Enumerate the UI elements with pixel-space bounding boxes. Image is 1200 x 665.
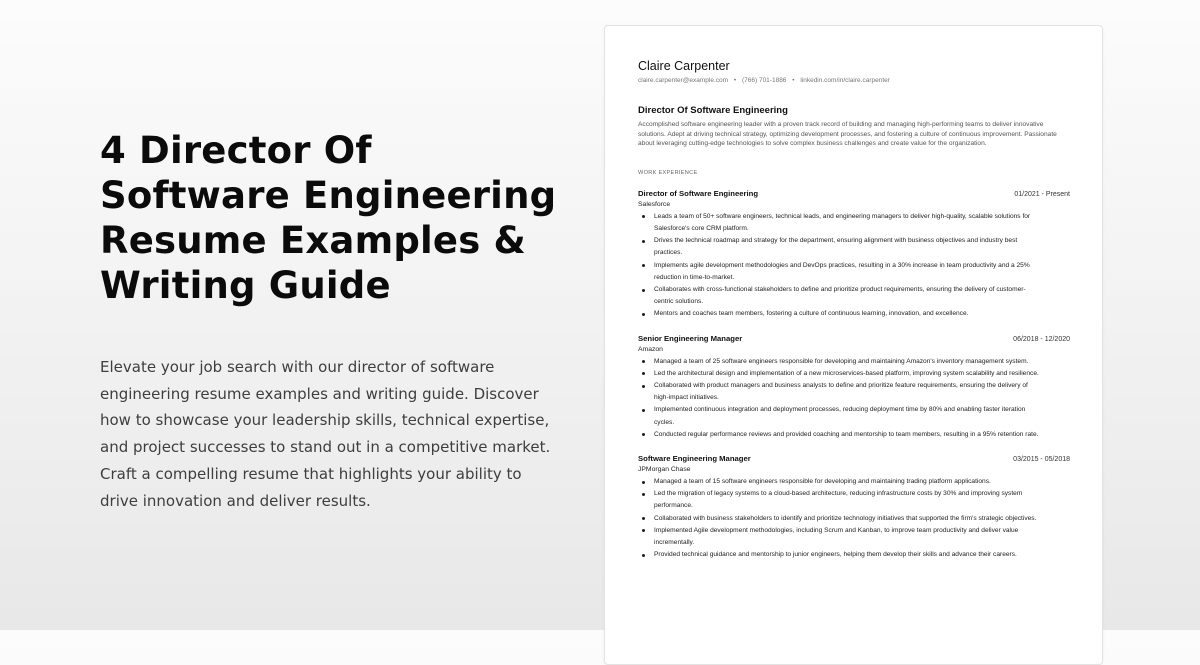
job-bullet-list [638,211,1070,321]
job-bullet [638,513,1044,525]
job-bullet-list [638,356,1070,441]
job-bullet-text: Provided technical guidance and mentorship to junior engineers, helping them develop their skills and advance their careers. [654,551,1017,559]
bullet-dot-icon [642,372,645,375]
bullet-dot-icon [642,360,645,363]
bullet-dot-icon [642,313,645,316]
job-bullet [638,404,1044,428]
job-entry [638,334,1070,441]
bullet-dot-icon [642,264,645,267]
job-entry [638,454,1070,561]
job-bullet-text: Mentors and coaches team members, fostering a culture of continuous learning, innovation, and excellence. [654,310,969,318]
bullet-dot-icon [642,240,645,243]
job-bullet [638,356,1044,368]
job-bullet-text: Implemented Agile development methodologies, including Scrum and Kanban, to improve team productivity and deliver value incrementally. [654,526,1019,547]
job-bullet-text: Implemented continuous integration and deployment processes, reducing deployment time by 80% and enabling faster iteration cycles. [654,406,1026,426]
page-title: 4 Director Of Software Engineering Resume Examples & Writing Guide [100,129,557,307]
job-company: Amazon [638,345,663,353]
bullet-dot-icon [642,529,645,532]
resume-contact [638,76,1070,85]
bullet-dot-icon [642,385,645,388]
job-bullet [638,429,1044,441]
job-bullet-text: Managed a team of 25 software engineers responsible for developing and maintaining Amazon's inventory management system. [654,357,1029,365]
job-entry [638,189,1070,321]
bullet-dot-icon [642,289,645,292]
job-bullet [638,260,1044,284]
job-dates: 06/2018 - 12/2020 [1013,335,1070,343]
contact-separator: • [792,77,795,84]
resume-preview [604,25,1103,665]
job-company: JPMorgan Chase [638,466,691,474]
job-bullet-text: Implements agile development methodologies and DevOps practices, resulting in a 30% increase in team productivity and a 25% reduction in time-to-market. [654,261,1030,281]
job-bullet [638,380,1044,404]
bullet-dot-icon [642,409,645,412]
resume-phone: (766) 701-1886 [741,77,787,84]
job-title: Software Engineering Manager [638,454,751,464]
job-title: Director of Software Engineering [638,188,759,198]
job-bullet-text: Drives the technical roadmap and strategy for the department, ensuring alignment with business objectives and industry best practices. [654,237,1018,257]
bullet-dot-icon [642,517,645,520]
job-bullet-text: Collaborates with cross-functional stakeholders to define and prioritize product requirements, ensuring the delivery of customer-centric solutions. [654,286,1026,306]
resume-summary: Accomplished software engineering leader with a proven track record of building and managing high-performing teams to deliver innovative solutions. Adept at driving technical strategy, optimizing development processes, and fostering a culture of continuous improvement. Passionate about leveraging cutting-edge technologies to solve complex business challenges and create value for the organization. [638,121,1057,148]
job-bullet-text: Collaborated with product managers and business analysts to define and prioritize feature requirements, ensuring the delivery of high-impact initiatives. [654,382,1028,402]
job-header [638,334,1070,345]
job-company: Salesforce [638,200,671,208]
job-header [638,454,1070,465]
job-dates: 01/2021 - Present [1014,190,1070,198]
job-bullet-text: Collaborated with business stakeholders to identify and prioritize technology initiatives that supported the firm's strategic objectives. [654,514,1037,522]
job-bullet [638,476,1044,488]
bullet-dot-icon [642,493,645,496]
job-bullet-text: Leads a team of 50+ software engineers, technical leads, and engineering managers to deliver high-quality, scalable solutions for Salesforce's core CRM platform. [654,212,1031,232]
resume-name: Claire Carpenter [638,59,730,73]
job-bullet [638,368,1044,380]
job-list [638,189,1070,562]
job-bullet-text: Led the architectural design and implementation of a new microservices-based platform, improving system scalability and resilience. [654,369,1039,377]
bullet-dot-icon [642,433,645,436]
resume-title: Director Of Software Engineering [638,105,788,116]
job-bullet [638,525,1044,549]
job-bullet [638,235,1044,259]
contact-separator: • [733,77,737,84]
job-bullet [638,308,1044,320]
resume-linkedin: linkedin.com/in/claire.carpenter [800,77,890,84]
job-bullet-text: Conducted regular performance reviews and provided coaching and mentorship to team members, resulting in a 95% retention rate. [654,430,1039,438]
page-description: Elevate your job search with our director of software engineering resume examples and writing guide. Discover how to showcase your leadership skills, technical expertise, and project successes to stand out in a competitive market. Craft a compelling resume that highlights your ability to drive innovation and deliver results. [100,358,551,510]
job-bullet [638,549,1044,561]
job-bullet-text: Led the migration of legacy systems to a cloud-based architecture, reducing infrastructure costs by 30% and improving system performance. [654,490,1023,510]
job-dates: 03/2015 - 05/2018 [1013,456,1070,464]
job-header [638,189,1070,200]
job-bullet-list [638,476,1070,561]
hero-text [100,128,560,514]
job-bullet [638,488,1044,512]
job-bullet-text: Managed a team of 15 software engineers responsible for developing and maintaining trading platform applications. [654,478,991,486]
bullet-dot-icon [642,215,645,218]
bullet-dot-icon [642,554,645,557]
bullet-dot-icon [642,481,645,484]
section-heading-work-experience: WORK EXPERIENCE [638,169,698,176]
job-bullet [638,211,1044,235]
resume-email: claire.carpenter@example.com [638,77,729,84]
job-title: Senior Engineering Manager [638,333,743,343]
job-bullet [638,284,1044,308]
